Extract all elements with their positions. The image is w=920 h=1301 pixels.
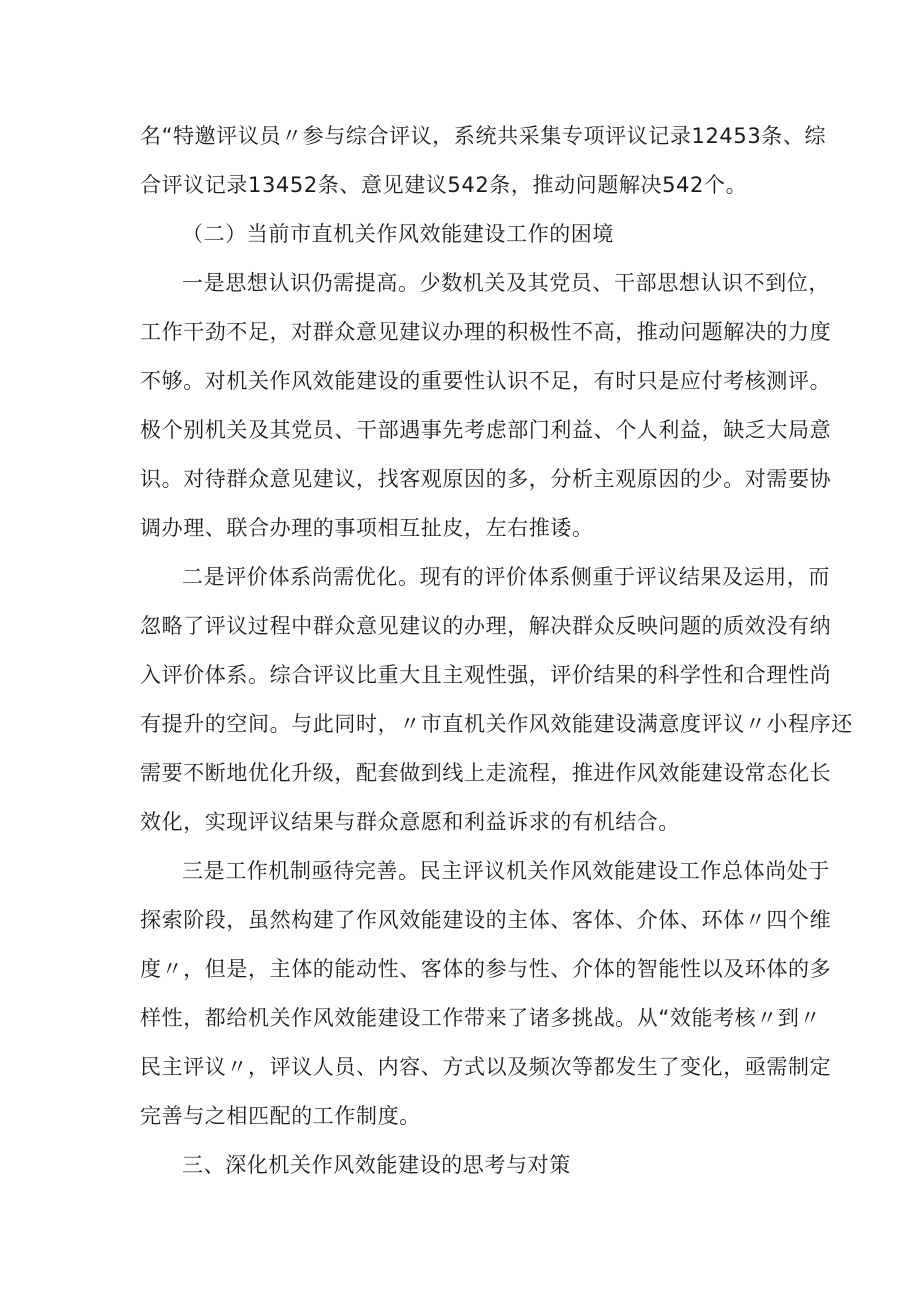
paragraph-line: 样性，都给机关作风效能建设工作带来了诸多挑战。从“效能考核〃到〃 — [140, 1006, 822, 1030]
paragraph-line: 调办理、联合办理的事项相互扯皮，左右推诿。 — [140, 516, 594, 540]
paragraph-line: 二是评价体系尚需优化。现有的评价体系侧重于评议结果及运用，而 — [182, 565, 830, 589]
paragraph-line: 度〃，但是，主体的能动性、客体的参与性、介体的智能性以及环体的多 — [140, 957, 832, 981]
paragraph-line: 民主评议〃，评议人员、内容、方式以及频次等都发生了变化，亟需制定 — [140, 1055, 832, 1079]
paragraph-line: 工作干劲不足，对群众意见建议办理的积极性不高，推动问题解决的力度 — [140, 320, 832, 344]
paragraph-line: 合评议记录13452条、意见建议542条，推动问题解决542个。 — [140, 173, 748, 197]
paragraph-line: 入评价体系。综合评议比重大且主观性强，评价结果的科学性和合理性尚 — [140, 663, 832, 687]
paragraph-line: 识。对待群众意见建议，找客观原因的多，分析主观原因的少。对需要协 — [140, 467, 832, 491]
paragraph-line: 极个别机关及其党员、干部遇事先考虑部门利益、个人利益，缺乏大局意 — [140, 418, 832, 442]
paragraph-line: 忽略了评议过程中群众意见建议的办理，解决群众反映问题的质效没有纳 — [140, 614, 832, 638]
paragraph-line: 探索阶段，虽然构建了作风效能建设的主体、客体、介体、环体〃四个维 — [140, 908, 832, 932]
paragraph-line: 完善与之相匹配的工作制度。 — [140, 1104, 421, 1128]
paragraph-line: 有提升的空间。与此同时，〃市直机关作风效能建设满意度评议〃小程序还 — [140, 712, 853, 736]
paragraph-line: 一是思想认识仍需提高。少数机关及其党员、干部思想认识不到位， — [182, 271, 830, 295]
paragraph-line: 三是工作机制亟待完善。民主评议机关作风效能建设工作总体尚处于 — [182, 859, 830, 883]
section-heading: 三、深化机关作风效能建设的思考与对策 — [182, 1153, 571, 1177]
section-subheading: （二）当前市直机关作风效能建设工作的困境 — [182, 222, 614, 246]
paragraph-line: 需要不断地优化升级，配套做到线上走流程，推进作风效能建设常态化长 — [140, 761, 832, 785]
paragraph-line: 不够。对机关作风效能建设的重要性认识不足，有时只是应付考核测评。 — [140, 369, 832, 393]
paragraph-line: 名“特邀评议员〃参与综合评议，系统共采集专项评议记录12453条、综 — [140, 124, 827, 148]
paragraph-line: 效化，实现评议结果与群众意愿和利益诉求的有机结合。 — [140, 810, 680, 834]
